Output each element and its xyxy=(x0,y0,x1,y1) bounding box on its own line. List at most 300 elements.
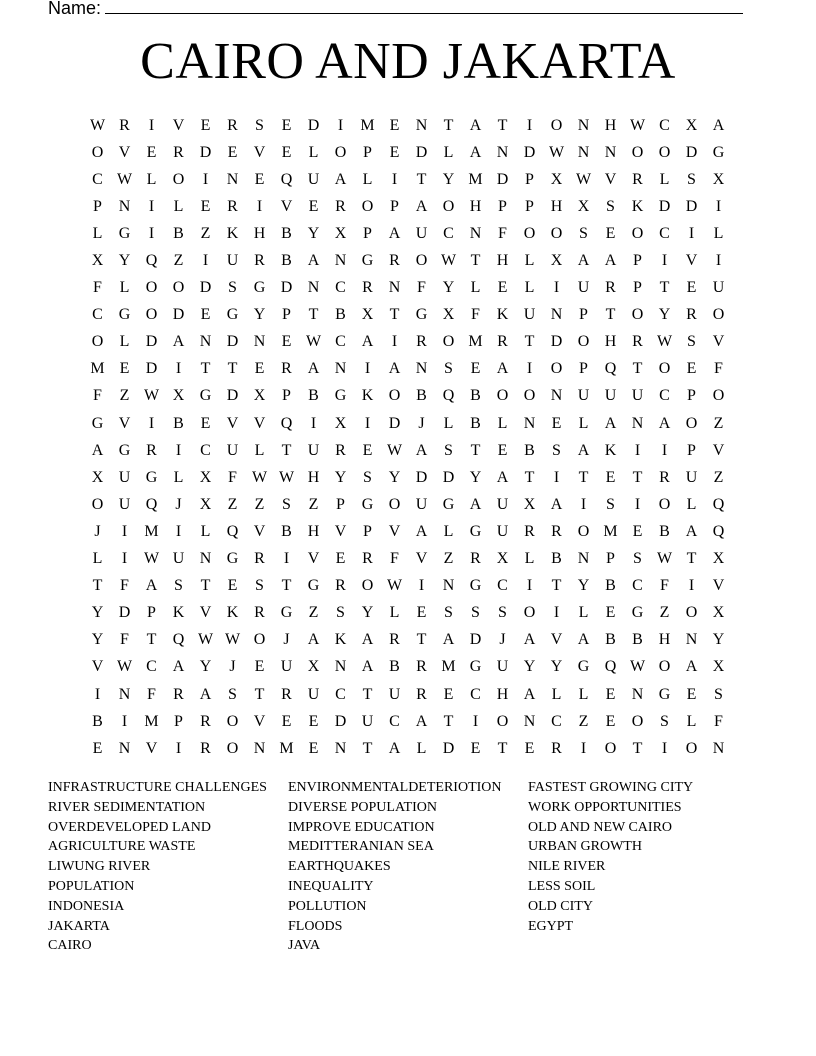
grid-letter[interactable]: S xyxy=(336,604,345,622)
grid-letter[interactable]: G xyxy=(361,495,374,513)
grid-letter[interactable]: B xyxy=(335,306,346,324)
grid-letter[interactable]: X xyxy=(496,550,509,568)
grid-letter[interactable]: R xyxy=(254,550,265,568)
grid-letter[interactable]: U xyxy=(415,224,428,242)
grid-letter[interactable]: V xyxy=(199,604,212,622)
grid-letter[interactable]: I xyxy=(202,252,209,270)
grid-letter[interactable]: G xyxy=(442,495,455,513)
grid-letter[interactable]: D xyxy=(388,414,401,432)
grid-letter[interactable]: K xyxy=(172,604,185,622)
grid-letter[interactable]: D xyxy=(226,387,239,405)
grid-letter[interactable]: K xyxy=(496,306,509,324)
grid-letter[interactable]: U xyxy=(604,387,617,405)
grid-letter[interactable]: R xyxy=(362,550,373,568)
grid-letter[interactable]: Y xyxy=(442,170,455,188)
grid-letter[interactable]: F xyxy=(147,685,156,703)
grid-letter[interactable]: G xyxy=(334,387,347,405)
grid-letter[interactable]: E xyxy=(227,143,238,161)
grid-letter[interactable]: A xyxy=(361,631,374,649)
grid-letter[interactable]: E xyxy=(254,658,265,676)
grid-letter[interactable]: Y xyxy=(334,468,347,486)
grid-letter[interactable]: L xyxy=(497,414,508,432)
grid-letter[interactable]: H xyxy=(307,522,320,540)
grid-letter[interactable]: B xyxy=(524,441,535,459)
grid-letter[interactable]: X xyxy=(550,170,563,188)
grid-letter[interactable]: K xyxy=(604,441,617,459)
grid-letter[interactable]: Z xyxy=(308,604,319,622)
grid-letter[interactable]: V xyxy=(226,414,239,432)
grid-letter[interactable]: G xyxy=(280,604,293,622)
grid-letter[interactable]: Z xyxy=(308,495,319,513)
grid-letter[interactable]: O xyxy=(685,739,698,757)
grid-letter[interactable]: W xyxy=(224,631,241,649)
grid-letter[interactable]: U xyxy=(226,252,239,270)
grid-letter[interactable]: B xyxy=(605,577,616,595)
grid-letter[interactable]: W xyxy=(89,116,106,134)
grid-letter[interactable]: I xyxy=(202,170,209,188)
grid-letter[interactable]: D xyxy=(523,143,536,161)
grid-letter[interactable]: N xyxy=(469,224,482,242)
grid-letter[interactable]: U xyxy=(361,712,374,730)
grid-letter[interactable]: T xyxy=(524,333,535,351)
grid-letter[interactable]: P xyxy=(147,604,156,622)
grid-letter[interactable]: T xyxy=(443,116,454,134)
name-field[interactable] xyxy=(48,0,748,19)
grid-letter[interactable]: P xyxy=(525,170,534,188)
grid-letter[interactable]: R xyxy=(389,252,400,270)
grid-letter[interactable]: G xyxy=(469,658,482,676)
grid-letter[interactable]: O xyxy=(631,712,644,730)
grid-letter[interactable]: U xyxy=(307,441,320,459)
grid-letter[interactable]: E xyxy=(200,116,211,134)
grid-letter[interactable]: E xyxy=(605,224,616,242)
grid-letter[interactable]: I xyxy=(418,577,425,595)
grid-letter[interactable]: T xyxy=(632,360,643,378)
grid-letter[interactable]: W xyxy=(629,116,646,134)
grid-letter[interactable]: P xyxy=(174,712,183,730)
grid-letter[interactable]: N xyxy=(523,414,536,432)
grid-letter[interactable]: E xyxy=(119,360,130,378)
grid-letter[interactable]: M xyxy=(468,170,483,188)
grid-letter[interactable]: L xyxy=(686,712,697,730)
grid-letter[interactable]: F xyxy=(120,577,129,595)
grid-letter[interactable]: S xyxy=(228,685,237,703)
grid-letter[interactable]: I xyxy=(580,495,587,513)
grid-letter[interactable]: D xyxy=(685,197,698,215)
grid-letter[interactable]: A xyxy=(415,197,428,215)
grid-letter[interactable]: A xyxy=(334,170,347,188)
grid-letter[interactable]: Z xyxy=(254,495,265,513)
grid-letter[interactable]: I xyxy=(715,197,722,215)
grid-letter[interactable]: J xyxy=(175,495,182,513)
grid-letter[interactable]: O xyxy=(172,279,185,297)
grid-letter[interactable]: A xyxy=(442,631,455,649)
grid-letter[interactable]: T xyxy=(470,441,481,459)
grid-letter[interactable]: I xyxy=(688,224,695,242)
grid-letter[interactable]: W xyxy=(629,658,646,676)
grid-letter[interactable]: C xyxy=(146,658,157,676)
grid-letter[interactable]: O xyxy=(226,712,239,730)
grid-letter[interactable]: J xyxy=(229,658,236,676)
grid-letter[interactable]: R xyxy=(119,116,130,134)
grid-letter[interactable]: E xyxy=(632,522,643,540)
grid-letter[interactable]: B xyxy=(470,387,481,405)
grid-letter[interactable]: T xyxy=(551,577,562,595)
grid-letter[interactable]: Z xyxy=(578,712,589,730)
grid-letter[interactable]: I xyxy=(364,414,371,432)
grid-letter[interactable]: S xyxy=(282,495,291,513)
grid-letter[interactable]: P xyxy=(525,197,534,215)
grid-letter[interactable]: N xyxy=(604,143,617,161)
grid-letter[interactable]: A xyxy=(91,441,104,459)
grid-letter[interactable]: L xyxy=(173,468,184,486)
grid-letter[interactable]: A xyxy=(415,522,428,540)
grid-letter[interactable]: R xyxy=(416,333,427,351)
grid-letter[interactable]: I xyxy=(526,116,533,134)
grid-letter[interactable]: T xyxy=(281,577,292,595)
grid-letter[interactable]: N xyxy=(442,577,455,595)
grid-letter[interactable]: K xyxy=(226,604,239,622)
grid-letter[interactable]: I xyxy=(391,333,398,351)
grid-letter[interactable]: L xyxy=(119,333,130,351)
grid-letter[interactable]: V xyxy=(118,414,131,432)
grid-letter[interactable]: P xyxy=(579,360,588,378)
grid-letter[interactable]: V xyxy=(712,333,725,351)
grid-letter[interactable]: O xyxy=(685,414,698,432)
grid-letter[interactable]: E xyxy=(443,685,454,703)
grid-letter[interactable]: E xyxy=(605,468,616,486)
grid-letter[interactable]: I xyxy=(121,712,128,730)
grid-letter[interactable]: N xyxy=(631,685,644,703)
grid-letter[interactable]: R xyxy=(254,604,265,622)
grid-letter[interactable]: E xyxy=(497,441,508,459)
grid-letter[interactable]: O xyxy=(658,658,671,676)
grid-letter[interactable]: P xyxy=(687,387,696,405)
grid-letter[interactable]: C xyxy=(335,279,346,297)
grid-letter[interactable]: D xyxy=(442,739,455,757)
grid-letter[interactable]: M xyxy=(468,333,483,351)
grid-letter[interactable]: T xyxy=(632,739,643,757)
grid-letter[interactable]: N xyxy=(388,279,401,297)
grid-letter[interactable]: C xyxy=(659,387,670,405)
grid-letter[interactable]: S xyxy=(606,197,615,215)
grid-letter[interactable]: O xyxy=(523,387,536,405)
grid-letter[interactable]: O xyxy=(361,197,374,215)
grid-letter[interactable]: I xyxy=(364,360,371,378)
grid-letter[interactable]: Q xyxy=(712,522,725,540)
grid-letter[interactable]: O xyxy=(145,306,158,324)
grid-letter[interactable]: J xyxy=(499,631,506,649)
grid-letter[interactable]: V xyxy=(550,631,563,649)
grid-letter[interactable]: A xyxy=(604,414,617,432)
grid-letter[interactable]: U xyxy=(577,387,590,405)
grid-letter[interactable]: A xyxy=(577,252,590,270)
grid-letter[interactable]: M xyxy=(360,116,375,134)
grid-letter[interactable]: Z xyxy=(713,414,724,432)
grid-letter[interactable]: N xyxy=(199,333,212,351)
grid-letter[interactable]: U xyxy=(307,170,320,188)
grid-letter[interactable]: O xyxy=(496,387,509,405)
grid-letter[interactable]: S xyxy=(606,495,615,513)
grid-letter[interactable]: T xyxy=(497,116,508,134)
grid-letter[interactable]: G xyxy=(712,143,725,161)
grid-letter[interactable]: I xyxy=(526,360,533,378)
grid-letter[interactable]: T xyxy=(524,468,535,486)
grid-letter[interactable]: Q xyxy=(172,631,185,649)
grid-letter[interactable]: V xyxy=(307,550,320,568)
grid-letter[interactable]: V xyxy=(712,577,725,595)
grid-letter[interactable]: Z xyxy=(173,252,184,270)
grid-letter[interactable]: P xyxy=(498,197,507,215)
grid-letter[interactable]: E xyxy=(416,604,427,622)
grid-letter[interactable]: F xyxy=(228,468,237,486)
grid-letter[interactable]: G xyxy=(199,387,212,405)
grid-letter[interactable]: C xyxy=(632,577,643,595)
grid-letter[interactable]: E xyxy=(146,143,157,161)
grid-letter[interactable]: X xyxy=(685,116,698,134)
grid-letter[interactable]: N xyxy=(712,739,725,757)
grid-letter[interactable]: R xyxy=(146,441,157,459)
grid-letter[interactable]: Q xyxy=(145,252,158,270)
grid-letter[interactable]: L xyxy=(524,252,535,270)
grid-letter[interactable]: R xyxy=(335,197,346,215)
grid-letter[interactable]: G xyxy=(118,306,131,324)
grid-letter[interactable]: L xyxy=(92,224,103,242)
grid-letter[interactable]: E xyxy=(281,333,292,351)
grid-letter[interactable]: E xyxy=(686,279,697,297)
grid-letter[interactable]: O xyxy=(604,739,617,757)
grid-letter[interactable]: O xyxy=(631,143,644,161)
grid-letter[interactable]: G xyxy=(307,577,320,595)
grid-letter[interactable]: W xyxy=(143,550,160,568)
grid-letter[interactable]: V xyxy=(604,170,617,188)
grid-letter[interactable]: O xyxy=(442,333,455,351)
grid-letter[interactable]: B xyxy=(281,224,292,242)
grid-letter[interactable]: A xyxy=(604,252,617,270)
grid-letter[interactable]: T xyxy=(92,577,103,595)
grid-letter[interactable]: B xyxy=(389,658,400,676)
grid-letter[interactable]: P xyxy=(336,495,345,513)
grid-letter[interactable]: T xyxy=(659,279,670,297)
grid-letter[interactable]: T xyxy=(443,712,454,730)
grid-letter[interactable]: R xyxy=(524,522,535,540)
grid-letter[interactable]: L xyxy=(578,685,589,703)
grid-letter[interactable]: A xyxy=(361,333,374,351)
grid-letter[interactable]: F xyxy=(714,712,723,730)
grid-letter[interactable]: G xyxy=(658,685,671,703)
grid-letter[interactable]: A xyxy=(388,224,401,242)
grid-letter[interactable]: E xyxy=(92,739,103,757)
grid-letter[interactable]: B xyxy=(92,712,103,730)
grid-letter[interactable]: O xyxy=(550,116,563,134)
grid-letter[interactable]: Z xyxy=(659,604,670,622)
grid-letter[interactable]: D xyxy=(496,170,509,188)
grid-letter[interactable]: T xyxy=(281,441,292,459)
grid-letter[interactable]: D xyxy=(415,468,428,486)
grid-letter[interactable]: H xyxy=(496,685,509,703)
grid-letter[interactable]: S xyxy=(498,604,507,622)
grid-letter[interactable]: X xyxy=(550,252,563,270)
grid-letter[interactable]: A xyxy=(577,441,590,459)
grid-letter[interactable]: U xyxy=(307,685,320,703)
grid-letter[interactable]: T xyxy=(605,306,616,324)
grid-letter[interactable]: O xyxy=(712,387,725,405)
grid-letter[interactable]: G xyxy=(118,224,131,242)
grid-letter[interactable]: E xyxy=(389,116,400,134)
grid-letter[interactable]: O xyxy=(91,333,104,351)
grid-letter[interactable]: S xyxy=(714,685,723,703)
grid-letter[interactable]: O xyxy=(172,170,185,188)
grid-letter[interactable]: A xyxy=(685,522,698,540)
grid-letter[interactable]: S xyxy=(552,441,561,459)
grid-letter[interactable]: O xyxy=(658,495,671,513)
grid-letter[interactable]: Y xyxy=(712,631,725,649)
grid-letter[interactable]: O xyxy=(91,495,104,513)
grid-letter[interactable]: A xyxy=(388,360,401,378)
grid-letter[interactable]: I xyxy=(634,495,641,513)
grid-letter[interactable]: L xyxy=(443,522,454,540)
grid-letter[interactable]: M xyxy=(441,658,456,676)
grid-letter[interactable]: Y xyxy=(658,306,671,324)
grid-letter[interactable]: A xyxy=(469,116,482,134)
grid-letter[interactable]: A xyxy=(415,441,428,459)
grid-letter[interactable]: G xyxy=(469,522,482,540)
grid-letter[interactable]: L xyxy=(686,495,697,513)
grid-letter[interactable]: X xyxy=(253,387,266,405)
grid-letter[interactable]: G xyxy=(118,441,131,459)
grid-letter[interactable]: O xyxy=(361,577,374,595)
grid-letter[interactable]: W xyxy=(305,333,322,351)
grid-letter[interactable]: N xyxy=(550,306,563,324)
grid-letter[interactable]: I xyxy=(661,739,668,757)
grid-letter[interactable]: Q xyxy=(145,495,158,513)
grid-letter[interactable]: V xyxy=(253,712,266,730)
grid-letter[interactable]: I xyxy=(661,252,668,270)
grid-letter[interactable]: I xyxy=(175,441,182,459)
grid-letter[interactable]: E xyxy=(497,279,508,297)
grid-letter[interactable]: N xyxy=(118,197,131,215)
grid-letter[interactable]: E xyxy=(200,197,211,215)
grid-letter[interactable]: I xyxy=(94,685,101,703)
grid-letter[interactable]: R xyxy=(335,441,346,459)
grid-letter[interactable]: C xyxy=(443,224,454,242)
grid-letter[interactable]: D xyxy=(199,143,212,161)
grid-letter[interactable]: C xyxy=(470,685,481,703)
grid-letter[interactable]: H xyxy=(253,224,266,242)
grid-letter[interactable]: N xyxy=(550,387,563,405)
grid-letter[interactable]: Q xyxy=(712,495,725,513)
grid-letter[interactable]: R xyxy=(254,252,265,270)
grid-letter[interactable]: O xyxy=(577,522,590,540)
grid-letter[interactable]: V xyxy=(253,522,266,540)
grid-letter[interactable]: R xyxy=(362,279,373,297)
grid-letter[interactable]: I xyxy=(175,360,182,378)
grid-letter[interactable]: V xyxy=(253,143,266,161)
grid-letter[interactable]: O xyxy=(550,360,563,378)
grid-letter[interactable]: C xyxy=(200,441,211,459)
grid-letter[interactable]: W xyxy=(656,333,673,351)
grid-letter[interactable]: V xyxy=(145,739,158,757)
grid-letter[interactable]: L xyxy=(551,685,562,703)
grid-letter[interactable]: A xyxy=(469,495,482,513)
grid-letter[interactable]: N xyxy=(415,116,428,134)
grid-letter[interactable]: E xyxy=(308,739,319,757)
grid-letter[interactable]: N xyxy=(199,550,212,568)
grid-letter[interactable]: F xyxy=(120,631,129,649)
grid-letter[interactable]: S xyxy=(633,550,642,568)
grid-letter[interactable]: S xyxy=(687,170,696,188)
grid-letter[interactable]: C xyxy=(551,712,562,730)
grid-letter[interactable]: A xyxy=(388,739,401,757)
grid-letter[interactable]: A xyxy=(307,360,320,378)
grid-letter[interactable]: R xyxy=(659,468,670,486)
grid-letter[interactable]: U xyxy=(685,468,698,486)
grid-letter[interactable]: S xyxy=(174,577,183,595)
grid-letter[interactable]: N xyxy=(334,360,347,378)
grid-letter[interactable]: L xyxy=(416,739,427,757)
grid-letter[interactable]: R xyxy=(632,170,643,188)
grid-letter[interactable]: S xyxy=(444,441,453,459)
grid-letter[interactable]: I xyxy=(148,197,155,215)
grid-letter[interactable]: T xyxy=(254,685,265,703)
grid-letter[interactable]: I xyxy=(634,441,641,459)
grid-letter[interactable]: T xyxy=(416,631,427,649)
grid-letter[interactable]: H xyxy=(550,197,563,215)
grid-letter[interactable]: O xyxy=(496,712,509,730)
grid-letter[interactable]: B xyxy=(173,224,184,242)
grid-letter[interactable]: U xyxy=(496,495,509,513)
grid-letter[interactable]: U xyxy=(577,279,590,297)
grid-letter[interactable]: Y xyxy=(91,604,104,622)
grid-letter[interactable]: F xyxy=(498,224,507,242)
grid-letter[interactable]: R xyxy=(497,333,508,351)
grid-letter[interactable]: U xyxy=(631,387,644,405)
grid-letter[interactable]: Q xyxy=(226,522,239,540)
grid-letter[interactable]: E xyxy=(281,143,292,161)
grid-letter[interactable]: R xyxy=(686,306,697,324)
grid-letter[interactable]: V xyxy=(334,522,347,540)
grid-letter[interactable]: O xyxy=(388,495,401,513)
grid-letter[interactable]: D xyxy=(145,360,158,378)
grid-letter[interactable]: N xyxy=(307,279,320,297)
grid-letter[interactable]: P xyxy=(606,550,615,568)
grid-letter[interactable]: S xyxy=(660,712,669,730)
grid-letter[interactable]: I xyxy=(526,577,533,595)
grid-letter[interactable]: Y xyxy=(199,658,212,676)
grid-letter[interactable]: R xyxy=(281,685,292,703)
grid-letter[interactable]: M xyxy=(603,522,618,540)
grid-letter[interactable]: S xyxy=(687,333,696,351)
grid-letter[interactable]: N xyxy=(685,631,698,649)
grid-letter[interactable]: E xyxy=(254,360,265,378)
grid-letter[interactable]: L xyxy=(659,170,670,188)
grid-letter[interactable]: T xyxy=(632,468,643,486)
grid-letter[interactable]: V xyxy=(172,116,185,134)
grid-letter[interactable]: P xyxy=(363,143,372,161)
grid-letter[interactable]: Y xyxy=(442,279,455,297)
grid-letter[interactable]: L xyxy=(578,604,589,622)
grid-letter[interactable]: O xyxy=(658,360,671,378)
grid-letter[interactable]: R xyxy=(227,116,238,134)
grid-letter[interactable]: A xyxy=(145,577,158,595)
grid-letter[interactable]: E xyxy=(605,604,616,622)
grid-letter[interactable]: P xyxy=(390,197,399,215)
grid-letter[interactable]: E xyxy=(200,306,211,324)
grid-letter[interactable]: X xyxy=(172,387,185,405)
grid-letter[interactable]: P xyxy=(282,306,291,324)
grid-letter[interactable]: G xyxy=(361,252,374,270)
grid-letter[interactable]: O xyxy=(577,333,590,351)
